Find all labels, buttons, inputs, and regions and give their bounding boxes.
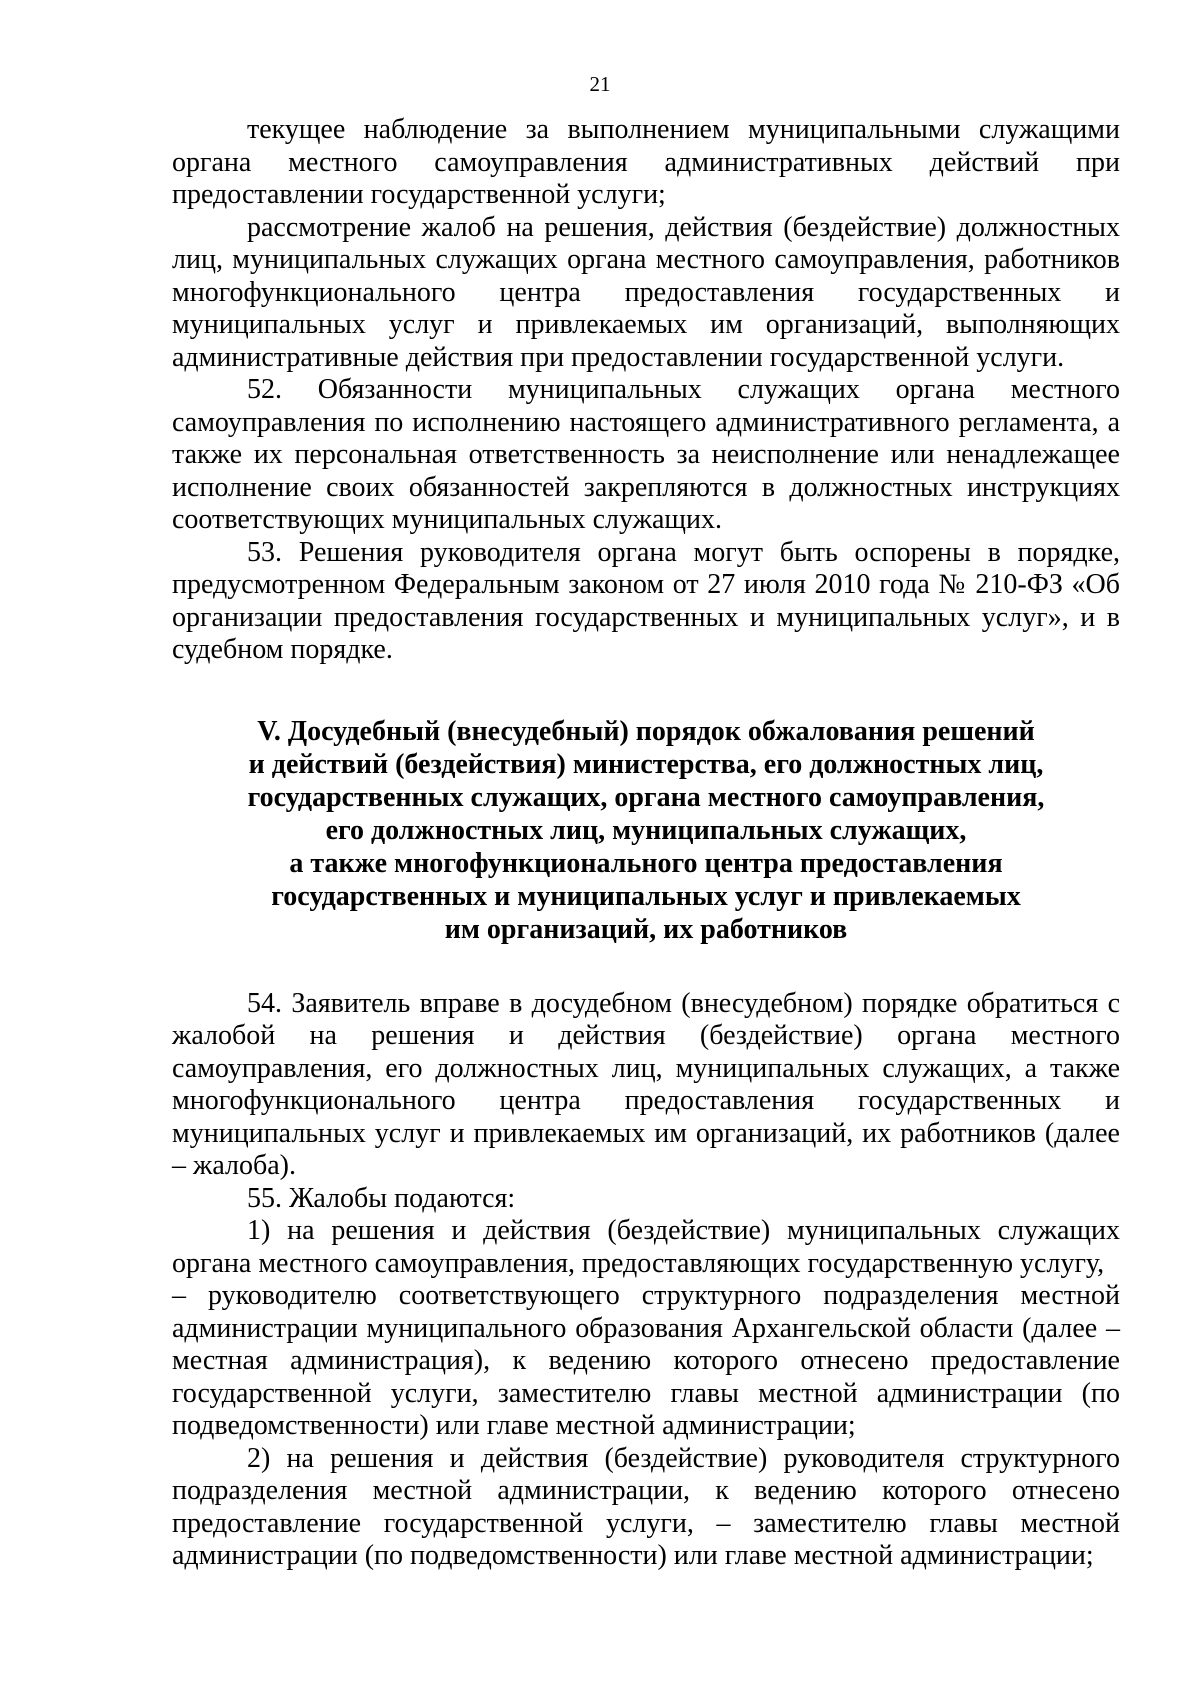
paragraph-complaints-review: рассмотрение жалоб на решения, действия (бездействие) должностных лиц, муниципальных служащих органа местного самоуправления, работников многофункционального центра предоставления государственных и муниципальных услуг и привлекаемых им организаций, выполняющих административные действия при предоставлении государственной услуги. — [172, 211, 1120, 373]
section-heading-line: V. Досудебный (внесудебный) порядок обжалования решений — [257, 715, 1035, 747]
section-heading-line: и действий (бездействия) министерства, его должностных лиц, — [248, 748, 1044, 780]
section-heading-line: им организаций, их работников — [444, 913, 848, 945]
list-item-2: 2) на решения и действия (бездействие) руководителя структурного подразделения местной администрации, к ведению которого отнесено предоставление государственной услуги, – заместителю главы местной администрации (по подведомственности) или главе местной администрации; — [172, 1442, 1120, 1571]
page-number: 21 — [589, 72, 611, 96]
list-item-1: 1) на решения и действия (бездействие) муниципальных служащих органа местного самоуправления, предоставляющих государственную услугу, — [172, 1215, 1120, 1279]
paragraph-54: 54. Заявитель вправе в досудебном (внесудебном) порядке обратиться с жалобой на решения и действия (бездействие) органа местного самоуправления, его должностных лиц, муниципальных служащих, а также многофункционального центра предоставления государственных и муниципальных услуг и привлекаемых им организаций, их работников (далее – жалоба). — [172, 987, 1120, 1181]
paragraph-current-monitoring: текущее наблюдение за выполнением муниципальными служащими органа местного самоуправления административных действий при предоставлении государственной услуги; — [172, 114, 1120, 210]
document-body — [172, 114, 1120, 1573]
paragraph-55: 55. Жалобы подаются: — [247, 1182, 516, 1214]
section-heading-line: а также многофункционального центра предоставления — [289, 847, 1003, 879]
section-heading-line: государственных служащих, органа местного самоуправления, — [247, 781, 1045, 813]
list-item-1-recipient: – руководителю соответствующего структурного подразделения местной администрации муниципального образования Архангельской области (далее – местная администрация), к ведению которого отнесено предоставление государственной услуги, заместителю главы местной администрации (по подведомственности) или главе местной администрации; — [172, 1280, 1120, 1441]
section-heading-line: его должностных лиц, муниципальных служащих, — [325, 814, 967, 846]
paragraph-53: 53. Решения руководителя органа могут быть оспорены в порядке, предусмотренном Федеральным законом от 27 июля 2010 года № 210-ФЗ «Об организации предоставления государственных и муниципальных услуг», и в судебном порядке. — [172, 536, 1120, 665]
section-heading-line: государственных и муниципальных услуг и привлекаемых — [271, 880, 1021, 912]
section-heading — [172, 715, 1120, 946]
paragraph-52: 52. Обязанности муниципальных служащих органа местного самоуправления по исполнению настоящего административного регламента, а также их персональная ответственность за неисполнение или ненадлежащее исполнение своих обязанностей закрепляются в должностных инструкциях соответствующих муниципальных служащих. — [172, 374, 1120, 535]
